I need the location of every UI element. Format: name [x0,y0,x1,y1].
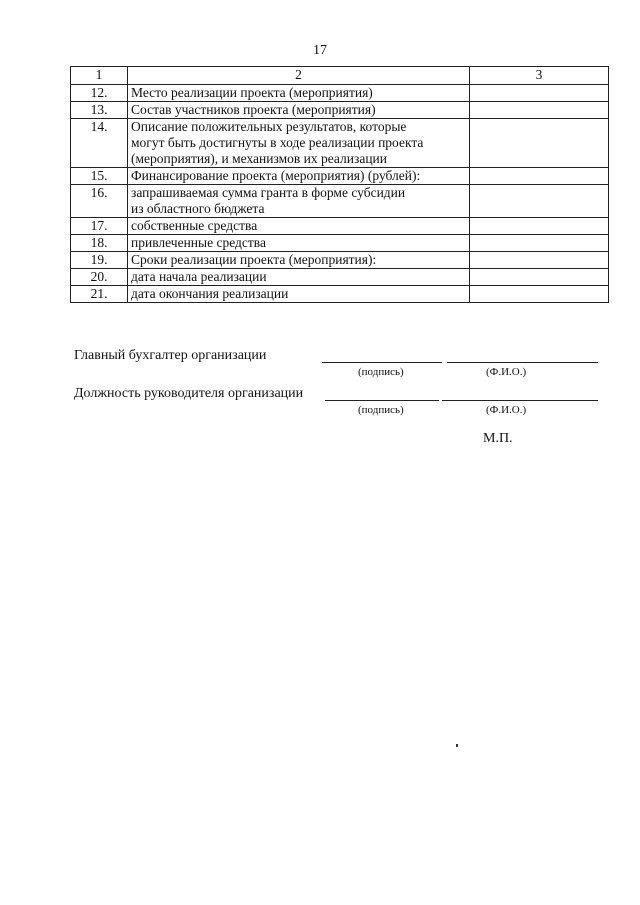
row-description-line: Сроки реализации проекта (мероприятия): [131,252,377,267]
row-description-line: дата начала реализации [131,269,267,284]
row-number: 15. [71,168,128,185]
row-value-cell[interactable] [470,119,609,168]
table-row [71,119,609,168]
table-row [71,85,609,102]
row-number: 16. [71,185,128,218]
column-header-number: 1 [71,67,128,85]
row-number: 12. [71,85,128,102]
row-description-line: (мероприятия), и механизмов их реализации [131,151,387,166]
row-value-cell[interactable] [470,269,609,286]
row-description-line: дата окончания реализации [131,286,289,301]
row-description-line: Финансирование проекта (мероприятия) (рублей): [131,168,421,183]
table-row [71,269,609,286]
head-signature-row [74,384,608,404]
row-description-line: Состав участников проекта (мероприятия) [131,102,376,117]
row-description [128,218,470,235]
row-value-cell[interactable] [470,85,609,102]
row-description [128,102,470,119]
signature-block [74,346,608,422]
table-row [71,102,609,119]
row-description-line: Описание положительных результатов, которые [131,119,407,134]
row-description [128,168,470,185]
row-number: 14. [71,119,128,168]
table-row [71,235,609,252]
row-value-cell[interactable] [470,286,609,303]
row-description [128,85,470,102]
row-description-line: запрашиваемая сумма гранта в форме субсидии [131,185,406,200]
head-position-label: Должность руководителя организации [74,386,304,401]
row-description-line: могут быть достигнуты в ходе реализации проекта [131,135,424,150]
row-description [128,185,470,218]
accountant-name-line [447,362,598,363]
row-number: 20. [71,269,128,286]
row-description-line: из областного бюджета [131,201,265,216]
table-row [71,286,609,303]
row-description [128,119,470,168]
head-signature-caption: (подпись) [358,404,404,416]
head-name-caption: (Ф.И.О.) [486,404,527,416]
row-value-cell[interactable] [470,185,609,218]
accountant-signature-line [322,362,442,363]
row-description-line: привлеченные средства [131,235,266,250]
row-description [128,269,470,286]
row-description [128,286,470,303]
row-description-line: собственные средства [131,218,258,233]
table-row [71,168,609,185]
row-value-cell[interactable] [470,218,609,235]
table-body [71,85,609,303]
page-number: 17 [313,43,327,58]
row-value-cell[interactable] [470,252,609,269]
accountant-label: Главный бухгалтер организации [74,348,267,363]
table-row [71,185,609,218]
row-number: 21. [71,286,128,303]
scan-speck [456,744,458,747]
row-number: 19. [71,252,128,269]
accountant-signature-row [74,346,608,366]
head-caption-row [74,404,608,422]
accountant-name-caption: (Ф.И.О.) [486,366,527,378]
stamp-place-mark: М.П. [483,431,513,446]
column-header-value: 3 [470,67,609,85]
accountant-signature-caption: (подпись) [358,366,404,378]
row-value-cell[interactable] [470,102,609,119]
table-header-row [71,67,609,85]
row-number: 18. [71,235,128,252]
row-description-line: Место реализации проекта (мероприятия) [131,85,373,100]
row-value-cell[interactable] [470,168,609,185]
row-number: 17. [71,218,128,235]
table-row [71,218,609,235]
head-signature-line [325,400,439,401]
application-form-table [70,66,609,303]
head-name-line [442,400,598,401]
accountant-caption-row [74,366,608,384]
column-header-description: 2 [128,67,470,85]
row-description [128,235,470,252]
row-description [128,252,470,269]
row-number: 13. [71,102,128,119]
row-value-cell[interactable] [470,235,609,252]
table-row [71,252,609,269]
